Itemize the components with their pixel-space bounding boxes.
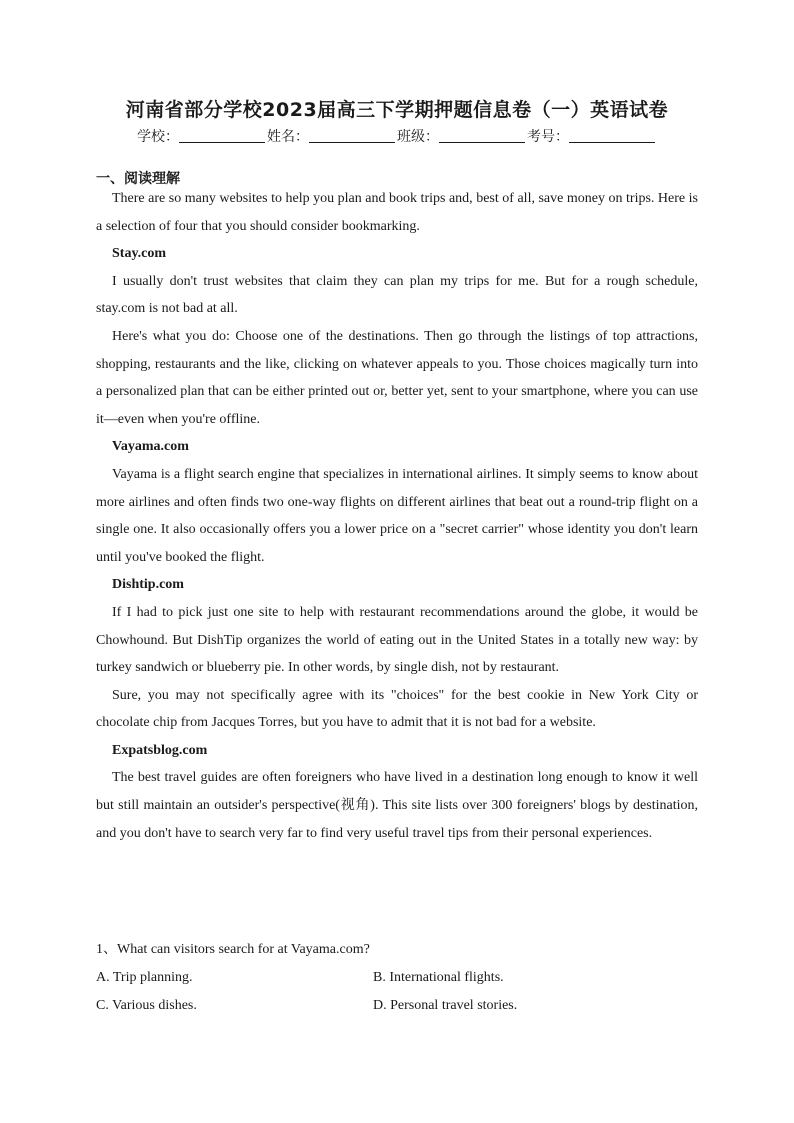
exam-number-field — [527, 126, 657, 146]
options-row — [96, 964, 698, 992]
option-b[interactable]: B. International flights. — [373, 970, 504, 985]
passage-intro: There are so many websites to help you plan and book trips and, best of all, save money on trips. Here is a selection of four that you should consider bookmarking. — [96, 191, 698, 234]
paragraph: Here's what you do: Choose one of the destinations. Then go through the listings of top attractions, shopping, restaurants and the like, clicking on whatever appeals to you. Those choices magically turn into a personalized plan that can be either printed out or, better yet, sent to your smartphone, where you can use it—even when you're offline. — [96, 328, 698, 427]
class-field — [397, 126, 527, 146]
paragraph: Sure, you may not specifically agree with its "choices" for the best cookie in New York City or chocolate chip from Jacques Torres, but you have to admit that it is not bad for a website. — [96, 687, 698, 731]
option-d[interactable]: D. Personal travel stories. — [373, 997, 518, 1013]
exam-number-blank[interactable] — [569, 128, 655, 143]
exam-title: 河南省部分学校2023届高三下学期押题信息卷（一）英语试卷 — [125, 99, 669, 121]
question-1-options — [96, 964, 698, 1019]
name-field — [267, 126, 397, 146]
paragraph: If I had to pick just one site to help with restaurant recommendations around the globe, it would be Chowhound. But DishTip organizes the world of eating out in the United States in a totally new way: by turkey sandwich or blueberry pie. In other words, by single dish, not by restaurant. — [96, 604, 698, 676]
question-1-stem: 1、What can visitors search for at Vayama.com? — [96, 942, 370, 957]
site-heading-expatsblog: Expatsblog.com — [112, 742, 208, 758]
paragraph: I usually don't trust websites that claim they can plan my trips for me. But for a rough schedule, stay.com is not bad at all. — [96, 273, 698, 317]
student-info-line — [0, 126, 794, 146]
class-blank[interactable] — [439, 128, 525, 143]
exam-number-label: 考号： — [527, 129, 569, 145]
school-field — [137, 126, 267, 146]
school-blank[interactable] — [179, 128, 265, 143]
site-heading-dishtip: Dishtip.com — [112, 577, 184, 593]
site-heading-vayama: Vayama.com — [112, 439, 189, 455]
paragraph: Vayama is a flight search engine that specializes in international airlines. It simply seems to know about more airlines and often finds two one-way flights on different airlines that beat out a round-trip flight on a single one. It also occasionally offers you a lower price on a "secret carrier" whose identity you don't learn until you've booked the flight. — [96, 466, 698, 565]
class-label: 班级： — [397, 129, 439, 145]
options-row — [96, 992, 698, 1020]
name-label: 姓名： — [267, 129, 309, 145]
option-a[interactable]: A. Trip planning. — [96, 970, 193, 985]
site-heading-stay: Stay.com — [112, 246, 167, 262]
paragraph: The best travel guides are often foreigners who have lived in a destination long enough to know it well but still maintain an outsider's perspective(视角). This site lists over 300 foreigners' blogs by destination, and you don't have to search very far to find very useful travel tips from their personal experiences. — [96, 770, 698, 841]
name-blank[interactable] — [309, 128, 395, 143]
school-label: 学校： — [137, 129, 179, 145]
option-c[interactable]: C. Various dishes. — [96, 997, 197, 1013]
reading-passage — [96, 185, 698, 847]
section-heading: 一、阅读理解 — [96, 171, 180, 187]
